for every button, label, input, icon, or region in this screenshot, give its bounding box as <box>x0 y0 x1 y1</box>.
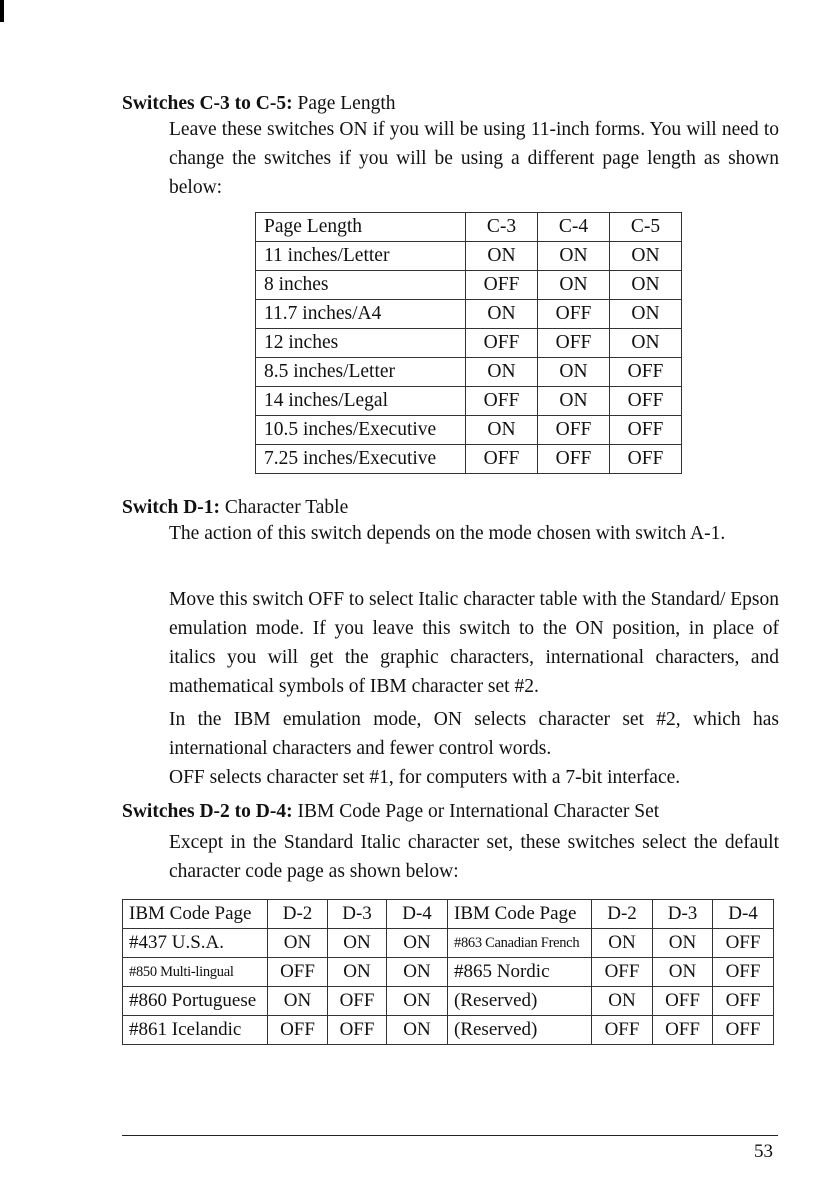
table-cell: ON <box>466 242 538 271</box>
table-cell: #437 U.S.A. <box>123 929 268 958</box>
table-cell: OFF <box>713 987 774 1016</box>
table-cell: ON <box>610 242 682 271</box>
paragraph: In the IBM emulation mode, ON selects character set #2, which has international characters and fewer control words. <box>169 709 779 759</box>
table-cell: 11 inches/Letter <box>256 242 466 271</box>
table-cell: ON <box>610 271 682 300</box>
section-label: Switches D-2 to D-4: <box>122 801 293 822</box>
table-cell: OFF <box>466 271 538 300</box>
table-cell: OFF <box>592 958 653 987</box>
table-cell: ON <box>387 929 448 958</box>
header-cell: D-2 <box>268 900 328 929</box>
section-title: IBM Code Page or International Character Set <box>297 801 660 822</box>
code-page-table <box>122 899 774 1045</box>
table-cell: OFF <box>328 1016 387 1045</box>
table-cell: OFF <box>713 958 774 987</box>
table-cell: 10.5 inches/Executive <box>256 416 466 445</box>
paragraph: Except in the Standard Italic character set, these switches select the default character code page as shown below: <box>169 832 779 882</box>
table-cell: OFF <box>328 987 387 1016</box>
header-cell: D-2 <box>592 900 653 929</box>
table-cell: ON <box>538 358 610 387</box>
table-cell: OFF <box>538 416 610 445</box>
paragraph: Move this switch OFF to select Italic character table with the Standard/ Epson emulation mode. If you leave this switch to the ON position, in place of italics you will get the graphic characters, international characters, and mathematical symbols of IBM character set #2. <box>169 589 779 697</box>
paragraph: OFF selects character set #1, for computers with a 7-bit interface. <box>169 767 681 788</box>
table-header-row <box>256 213 682 242</box>
table-cell: ON <box>466 416 538 445</box>
table-cell: ON <box>328 958 387 987</box>
page-number: 53 <box>754 1141 773 1162</box>
table-cell: 12 inches <box>256 329 466 358</box>
table-cell: ON <box>538 271 610 300</box>
table-cell: OFF <box>538 300 610 329</box>
table-cell: 8 inches <box>256 271 466 300</box>
table-row <box>256 358 682 387</box>
section-title: Page Length <box>297 93 396 114</box>
header-cell: Page Length <box>256 213 466 242</box>
section-label: Switches C-3 to C-5: <box>122 93 293 114</box>
table-cell: OFF <box>268 958 328 987</box>
header-cell: D-3 <box>653 900 713 929</box>
table-cell: ON <box>387 958 448 987</box>
table-cell: OFF <box>538 329 610 358</box>
table-cell: OFF <box>610 358 682 387</box>
table-row <box>256 416 682 445</box>
table-cell: OFF <box>713 929 774 958</box>
paragraph: Leave these switches ON if you will be using 11-inch forms. You will need to change the switches if you will be using a different page length as shown below: <box>169 119 779 198</box>
table-cell: #860 Portuguese <box>123 987 268 1016</box>
table-cell: ON <box>653 958 713 987</box>
table-cell: 7.25 inches/Executive <box>256 445 466 474</box>
header-cell: D-3 <box>328 900 387 929</box>
table-cell: ON <box>328 929 387 958</box>
table-cell: OFF <box>610 387 682 416</box>
table-cell: #850 Multi-lingual <box>123 958 268 987</box>
table-cell: 8.5 inches/Letter <box>256 358 466 387</box>
section-heading-d1 <box>122 496 348 520</box>
table-row <box>256 329 682 358</box>
table-cell: OFF <box>466 329 538 358</box>
table-cell: #865 Nordic <box>448 958 592 987</box>
table-cell: OFF <box>592 1016 653 1045</box>
header-cell: IBM Code Page <box>123 900 268 929</box>
table-row <box>256 300 682 329</box>
header-cell: C-5 <box>610 213 682 242</box>
table-row <box>123 987 774 1016</box>
table-cell: OFF <box>466 445 538 474</box>
table-cell: OFF <box>466 387 538 416</box>
table-cell: OFF <box>653 1016 713 1045</box>
scan-edge-mark <box>0 0 4 22</box>
header-cell: D-4 <box>387 900 448 929</box>
table-cell: ON <box>538 242 610 271</box>
table-cell: OFF <box>713 1016 774 1045</box>
section-heading-d2-d4 <box>122 800 659 824</box>
table-cell: #861 Icelandic <box>123 1016 268 1045</box>
table-cell: OFF <box>268 1016 328 1045</box>
footer-rule <box>122 1135 778 1136</box>
table-cell: ON <box>610 329 682 358</box>
table-cell: ON <box>653 929 713 958</box>
table-cell: ON <box>538 387 610 416</box>
table-cell: ON <box>610 300 682 329</box>
table-cell: OFF <box>653 987 713 1016</box>
header-cell: IBM Code Page <box>448 900 592 929</box>
table-cell: 14 inches/Legal <box>256 387 466 416</box>
table-cell: 11.7 inches/A4 <box>256 300 466 329</box>
table-cell: #863 Canadian French <box>448 929 592 958</box>
header-cell: C-4 <box>538 213 610 242</box>
table-cell: ON <box>592 929 653 958</box>
table-row <box>256 242 682 271</box>
table-row <box>256 271 682 300</box>
section-heading-c3-c5 <box>122 92 396 116</box>
table-row <box>123 1016 774 1045</box>
table-cell: ON <box>387 1016 448 1045</box>
table-row <box>256 387 682 416</box>
table-cell: OFF <box>538 445 610 474</box>
header-cell: C-3 <box>466 213 538 242</box>
header-cell: D-4 <box>713 900 774 929</box>
table-cell: ON <box>268 987 328 1016</box>
table-cell: ON <box>592 987 653 1016</box>
table-cell: (Reserved) <box>448 1016 592 1045</box>
section-title: Character Table <box>224 497 349 518</box>
table-cell: ON <box>268 929 328 958</box>
table-header-row <box>123 900 774 929</box>
paragraph: The action of this switch depends on the mode chosen with switch A-1. <box>169 523 726 544</box>
table-cell: ON <box>387 987 448 1016</box>
table-row <box>123 929 774 958</box>
table-cell: ON <box>466 300 538 329</box>
section-label: Switch D-1: <box>122 497 221 518</box>
table-row <box>123 958 774 987</box>
page-length-table <box>255 212 682 474</box>
table-cell: OFF <box>610 416 682 445</box>
table-cell: ON <box>466 358 538 387</box>
table-cell: (Reserved) <box>448 987 592 1016</box>
table-cell: OFF <box>610 445 682 474</box>
table-row <box>256 445 682 474</box>
